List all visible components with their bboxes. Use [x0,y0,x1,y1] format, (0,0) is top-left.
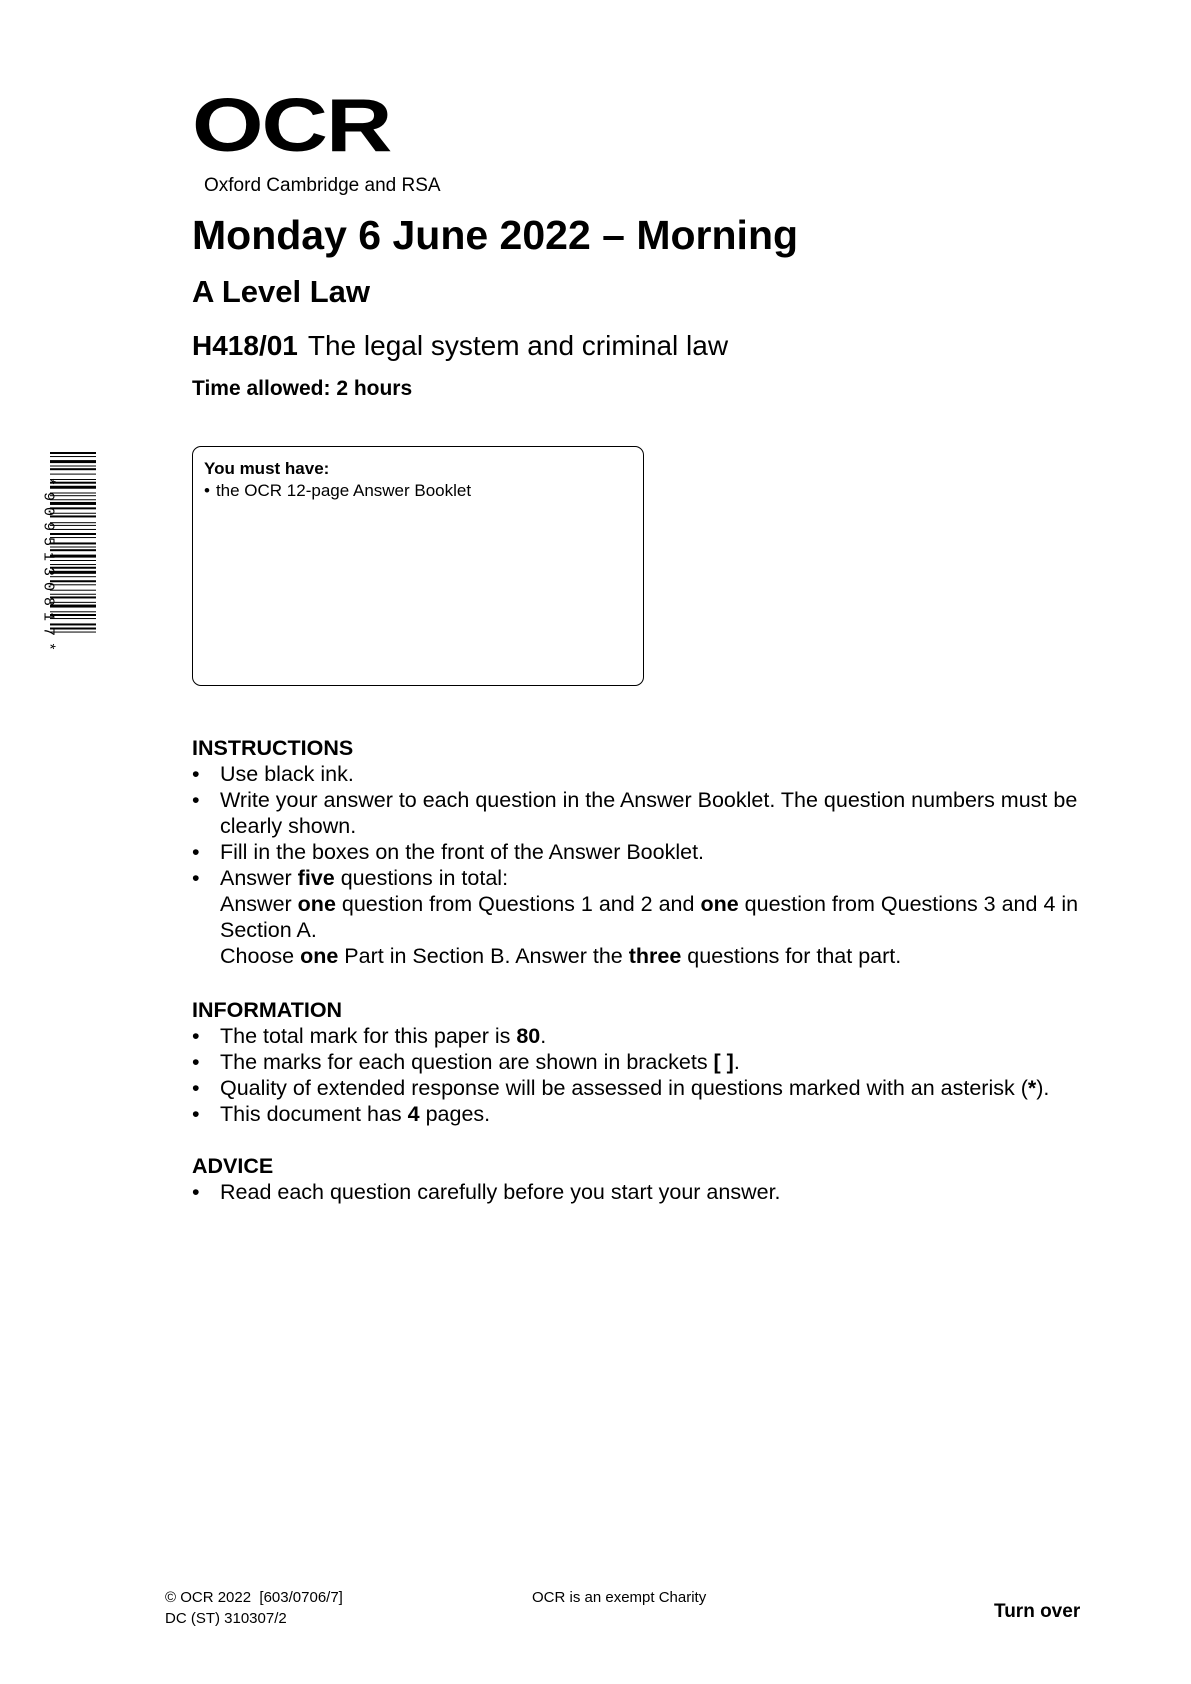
barcode-bar [50,618,96,619]
barcode-bar [50,468,96,470]
barcode-bar [50,466,96,467]
barcode-bar [50,611,96,612]
instruction-text: Answer [220,866,298,890]
instruction-item [192,865,1092,969]
barcode-bar [50,567,96,569]
barcode-bar [50,596,96,598]
information-emphasis: 80 [516,1024,541,1048]
instruction-text: Part in Section B. Answer the [338,944,629,968]
barcode-bar [50,499,96,500]
barcode-bar [50,571,96,574]
barcode-bar [50,614,96,616]
barcode-bar [50,456,96,457]
instructions-section [192,735,1092,969]
information-emphasis: 4 [407,1102,420,1126]
qualification-title: A Level Law [192,274,371,309]
barcode-bar [50,605,96,608]
instruction-subline [220,943,1092,969]
instruction-text: Choose [220,944,301,968]
must-have-item: • the OCR 12-page Answer Booklet [204,481,632,501]
logo-tagline: Oxford Cambridge and RSA [204,175,441,196]
instruction-text: question from Questions 3 and 4 in Section A. [220,892,1079,942]
barcode-number-text: *9095130817* [39,476,57,658]
barcode-bar [50,482,96,484]
instruction-text: questions for that part. [681,944,902,968]
barcode-bar [50,580,96,582]
barcode-bar [50,529,96,530]
barcode-bar [50,584,96,585]
information-text: The marks for each question are shown in brackets [220,1050,714,1074]
paper-code: H418/01 [192,330,298,361]
footer-copyright: © OCR 2022 [603/0706/7] [165,1589,343,1606]
footer-document-code: DC (ST) 310307/2 [165,1610,287,1627]
must-have-heading: You must have: [204,459,330,478]
information-text: The total mark for this paper is [220,1024,517,1048]
instruction-emphasis: three [628,944,682,968]
instruction-item [192,839,1092,865]
instructions-heading: INSTRUCTIONS [192,736,354,760]
information-section [192,997,1092,1127]
barcode-bar [50,628,96,630]
turn-over-label: Turn over [994,1601,1081,1622]
barcode-bar [50,495,96,496]
barcode-bar [50,507,96,509]
advice-list [192,1179,1092,1205]
instruction-text: Use black ink. [220,762,354,786]
instruction-text: questions in total: [334,866,509,890]
exam-date: Monday 6 June 2022 – Morning [192,212,799,258]
barcode-bar [50,525,96,526]
must-have-box [192,446,644,686]
barcode-bar [50,533,96,535]
barcode-bar [50,513,96,514]
instruction-text: Answer [220,892,298,916]
barcode-bar [50,522,96,523]
instruction-item [192,787,1092,839]
information-text: ). [1036,1076,1050,1100]
information-text: pages. [419,1102,491,1126]
barcode-bar [50,623,96,625]
barcode-bar [50,474,96,475]
barcode-bar [50,594,96,595]
advice-text: Read each question carefully before you start your answer. [220,1180,781,1204]
barcode-bar [50,549,96,551]
information-heading: INFORMATION [192,998,343,1022]
information-emphasis: [ ] [713,1050,734,1074]
information-item [192,1049,1092,1075]
information-text: . [540,1024,547,1048]
barcode-bar [50,547,96,548]
barcode-bar [50,479,96,480]
instruction-text: question from Questions 1 and 2 and [335,892,701,916]
barcode-bar [50,460,96,463]
barcode-bar [50,560,96,561]
instruction-emphasis: one [700,892,739,916]
instruction-emphasis: five [297,866,335,890]
instruction-emphasis: one [300,944,339,968]
information-text: This document has [220,1102,408,1126]
advice-heading: ADVICE [192,1154,274,1178]
barcode-bar [50,486,96,489]
barcode-bar [50,590,96,591]
advice-section [192,1153,1092,1205]
information-emphasis: * [1027,1076,1037,1100]
information-text: Quality of extended response will be assessed in questions marked with an asterisk ( [220,1076,1028,1100]
time-allowed: Time allowed: 2 hours [192,377,413,400]
barcode-bar [50,515,96,517]
instruction-item [192,761,1092,787]
instruction-emphasis: one [297,892,336,916]
information-item [192,1101,1092,1127]
barcode-bar [50,452,96,454]
barcode-bar [50,502,96,505]
information-list [192,1023,1092,1127]
information-item [192,1075,1092,1101]
barcode-bar [50,564,96,565]
barcode-bar [50,542,96,544]
information-text: . [733,1050,740,1074]
paper-title: The legal system and criminal law [307,330,729,361]
footer-charity: OCR is an exempt Charity [532,1589,707,1606]
ocr-logo: OCR [192,83,391,168]
instructions-list [192,761,1092,969]
barcode [50,452,96,682]
barcode-bar [50,632,96,633]
footer-left [165,1587,343,1629]
paper-line [192,330,728,362]
barcode-bar [50,537,96,538]
barcode-bar [50,555,96,558]
barcode-bar [50,602,96,603]
barcode-bar [50,576,96,577]
instruction-subline [220,891,1092,943]
advice-item [192,1179,1092,1205]
instruction-text: Fill in the boxes on the front of the Answer Booklet. [220,840,705,864]
instruction-text: Write your answer to each question in the Answer Booklet. The question numbers must be clearly shown. [220,788,1078,838]
information-item [192,1023,1092,1049]
barcode-bar [50,493,96,494]
